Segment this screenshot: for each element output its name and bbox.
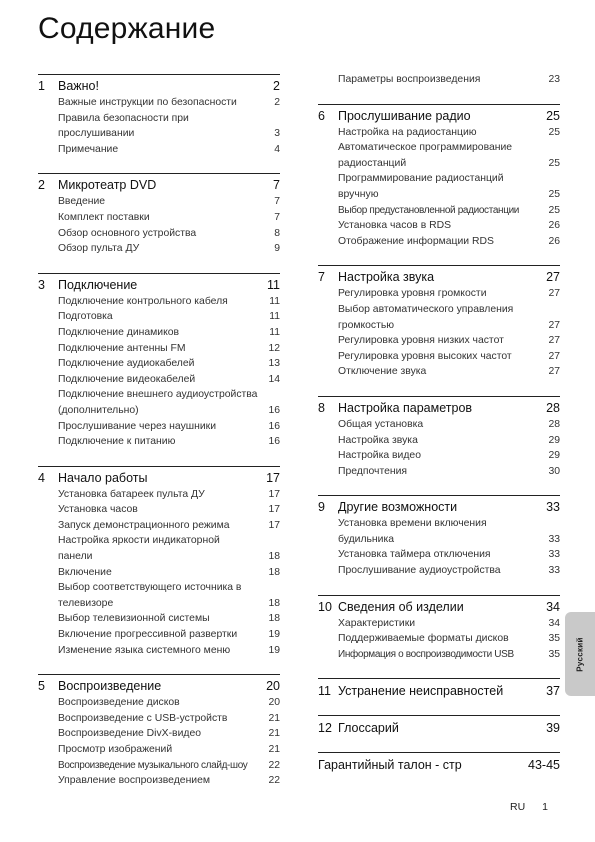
toc-item[interactable] (338, 318, 560, 334)
section-heading[interactable] (38, 177, 280, 193)
toc-item-label: Подключение видеокабелей (58, 373, 196, 385)
toc-item[interactable] (338, 140, 560, 156)
toc-item-page: 17 (268, 488, 280, 500)
toc-item[interactable] (338, 547, 560, 563)
toc-continuation (318, 72, 560, 88)
toc-item[interactable] (58, 403, 280, 419)
section-title: Начало работы (58, 470, 148, 485)
toc-item[interactable] (338, 647, 560, 663)
section-number: 1 (38, 79, 45, 93)
toc-item[interactable] (58, 434, 280, 450)
footer-page-number: 1 (542, 801, 548, 813)
toc-section-11 (318, 678, 560, 699)
toc-item[interactable] (338, 563, 560, 579)
toc-item[interactable] (338, 218, 560, 234)
toc-item[interactable] (338, 72, 560, 88)
section-number: 4 (38, 470, 45, 485)
toc-item-page: 30 (548, 465, 560, 477)
toc-item-page: 16 (268, 436, 280, 448)
toc-item[interactable] (58, 518, 280, 534)
toc-item[interactable] (338, 433, 560, 449)
toc-item-label: Программирование радиостанций (338, 173, 504, 185)
section-heading[interactable] (318, 683, 560, 699)
toc-item-page: 8 (274, 227, 280, 239)
section-page: 7 (273, 178, 280, 193)
toc-item[interactable] (58, 773, 280, 789)
warranty-title: Гарантийный талон - стр (318, 758, 462, 773)
toc-item-label: Регулировка уровня громкости (338, 288, 487, 300)
toc-item-page: 29 (548, 450, 560, 462)
toc-item-label: Регулировка уровня высоких частот (338, 350, 512, 362)
toc-item-page: 20 (268, 697, 280, 709)
section-title: Глоссарий (338, 721, 399, 736)
toc-item[interactable] (58, 758, 280, 774)
toc-section-10 (318, 595, 560, 663)
toc-item-label: Подключение аудиокабелей (58, 358, 195, 370)
toc-item-page: 18 (268, 551, 280, 563)
toc-warranty (318, 752, 560, 773)
toc-item-label: Просмотр изображений (58, 744, 173, 755)
toc-item-page: 17 (268, 504, 280, 516)
toc-item[interactable] (58, 142, 280, 158)
footer-language: RU (510, 801, 526, 813)
toc-item-label: Введение (58, 196, 106, 208)
toc-item-page: 11 (269, 311, 280, 323)
section-title: Устранение неисправностей (338, 684, 504, 699)
toc-item-page: 33 (548, 533, 560, 545)
toc-item-label: Подключение внешнего аудиоустройства (58, 389, 258, 401)
section-heading[interactable] (318, 269, 560, 285)
section-number: 7 (318, 270, 325, 285)
toc-item-page: 25 (548, 204, 560, 216)
toc-item-label: Воспроизведение дисков (58, 697, 180, 709)
toc-item-label: Подключение контрольного кабеля (58, 295, 228, 307)
warranty-page: 43-45 (528, 758, 560, 773)
toc-item-page: 13 (268, 358, 280, 370)
toc-item[interactable] (338, 156, 560, 172)
toc-item-page: 34 (548, 617, 560, 629)
toc-item[interactable] (58, 294, 280, 310)
toc-item[interactable] (58, 487, 280, 503)
toc-item[interactable] (58, 356, 280, 372)
toc-item-label: Настройка на радиостанцию (338, 126, 477, 138)
toc-item[interactable] (338, 631, 560, 647)
section-title: Подключение (58, 277, 138, 292)
toc-item[interactable] (58, 726, 280, 742)
toc-item-label: громкостью (338, 319, 395, 331)
toc-item-label: Запуск демонстрационного режима (58, 519, 230, 531)
toc-item[interactable] (338, 616, 560, 632)
toc-item-label: Выбор предустановленной радиостанции (338, 204, 520, 216)
section-number: 10 (318, 599, 332, 614)
section-page: 33 (546, 500, 560, 515)
toc-item-page: 9 (274, 243, 280, 255)
toc-item-page: 22 (268, 775, 280, 787)
section-page: 37 (546, 684, 560, 699)
toc-item[interactable] (58, 387, 280, 403)
toc-item-label: Воспроизведение DivX-видео (58, 728, 202, 740)
section-page: 27 (546, 270, 560, 285)
toc-item-page: 33 (548, 565, 560, 577)
toc-item-label: Комплект поставки (58, 211, 150, 223)
section-number: 3 (38, 277, 45, 292)
toc-item-label: Отключение звука (338, 366, 427, 378)
section-title: Другие возможности (338, 500, 458, 515)
toc-item-label: Воспроизведение с USB-устройств (58, 712, 228, 724)
toc-item[interactable] (58, 580, 280, 596)
toc-item-page: 21 (268, 744, 280, 755)
toc-item[interactable] (58, 95, 280, 111)
toc-item-page: 19 (268, 629, 280, 641)
page-footer (510, 801, 548, 813)
toc-item-page: 16 (268, 404, 280, 416)
section-heading[interactable] (318, 400, 560, 416)
toc-item[interactable] (58, 126, 280, 142)
section-number: 8 (318, 400, 325, 415)
toc-item-page: 11 (269, 326, 280, 338)
toc-item-label: Управление воспроизведением (58, 775, 211, 787)
toc-section-1 (38, 74, 280, 157)
toc-item-label: Подключение антенны FM (58, 342, 186, 354)
toc-item-page: 22 (268, 759, 280, 771)
toc-item-label: Общая установка (338, 418, 424, 430)
section-number: 5 (38, 679, 45, 694)
section-page: 39 (546, 721, 560, 736)
toc-item-label: Прослушивание через наушники (58, 420, 217, 432)
language-tab-label: Русский (575, 636, 585, 672)
language-side-tab (565, 612, 595, 696)
toc-item[interactable] (58, 325, 280, 341)
section-number: 2 (38, 178, 45, 193)
toc-item[interactable] (58, 419, 280, 435)
toc-item[interactable] (58, 309, 280, 325)
section-number: 6 (318, 108, 325, 123)
toc-item-page: 17 (268, 519, 280, 531)
toc-item[interactable] (58, 643, 280, 659)
toc-item-label: Настройка видео (338, 450, 421, 462)
toc-section-2 (38, 173, 280, 256)
section-heading[interactable] (38, 470, 280, 486)
toc-item-label: Обзор основного устройства (58, 227, 197, 239)
toc-item-label: (дополнительно) (58, 404, 139, 416)
toc-item[interactable] (338, 125, 560, 141)
toc-item-page: 4 (274, 143, 280, 155)
toc-section-7 (318, 265, 560, 380)
toc-item-label: Информация о воспроизводимости USB (338, 648, 514, 660)
toc-section-3 (38, 273, 280, 450)
toc-item-page: 25 (548, 126, 560, 138)
toc-item[interactable] (58, 742, 280, 758)
toc-item-label: Характеристики (338, 617, 416, 629)
section-title: Настройка параметров (338, 400, 473, 415)
toc-item[interactable] (338, 302, 560, 318)
toc-item-label: Настройка звука (338, 434, 418, 446)
section-number: 11 (318, 684, 331, 699)
section-heading[interactable] (38, 277, 280, 293)
toc-item-label: телевизоре (58, 597, 114, 609)
toc-item[interactable] (338, 187, 560, 203)
toc-item-page: 18 (268, 597, 280, 609)
toc-item[interactable] (58, 549, 280, 565)
section-heading[interactable] (318, 499, 560, 515)
toc-item[interactable] (338, 333, 560, 349)
toc-section-5 (38, 674, 280, 789)
toc-item-page: 7 (274, 211, 280, 223)
toc-item-label: Предпочтения (338, 465, 408, 477)
toc-item[interactable] (58, 341, 280, 357)
section-heading[interactable] (38, 78, 280, 94)
toc-section-9 (318, 495, 560, 578)
toc-item[interactable] (338, 364, 560, 380)
toc-item-label: Воспроизведение музыкального слайд-шоу (58, 759, 248, 771)
section-page: 20 (266, 679, 280, 694)
toc-item-page: 27 (548, 335, 560, 347)
section-heading[interactable] (38, 678, 280, 694)
section-title: Важно! (58, 79, 99, 93)
toc-item-page: 2 (274, 97, 280, 108)
toc-item-page: 25 (548, 157, 560, 169)
toc-item-page: 35 (548, 648, 560, 660)
toc-item[interactable] (338, 516, 560, 532)
toc-item-label: вручную (338, 188, 379, 200)
section-heading[interactable] (318, 108, 560, 124)
toc-item-page: 28 (548, 418, 560, 430)
toc-item-label: Установка таймера отключения (338, 549, 491, 561)
toc-item[interactable] (338, 203, 560, 219)
section-page: 2 (273, 79, 280, 93)
section-page: 28 (546, 400, 560, 415)
toc-item-label: Выбор телевизионной системы (58, 613, 210, 625)
section-title: Сведения об изделии (338, 599, 464, 614)
section-heading[interactable] (318, 599, 560, 615)
section-heading[interactable] (318, 720, 560, 736)
toc-item-page: 3 (274, 128, 280, 140)
toc-item-label: Параметры воспроизведения (338, 74, 481, 85)
toc-item[interactable] (58, 533, 280, 549)
toc-item[interactable] (58, 565, 280, 581)
toc-item-page: 35 (548, 633, 560, 645)
toc-section-12 (318, 715, 560, 736)
toc-item[interactable] (58, 596, 280, 612)
toc-item[interactable] (58, 502, 280, 518)
toc-item[interactable] (338, 532, 560, 548)
section-page: 25 (546, 108, 560, 123)
section-title: Настройка звука (338, 270, 435, 285)
toc-item-label: Важные инструкции по безопасности (58, 97, 237, 108)
toc-item-page: 27 (548, 350, 560, 362)
toc-item-label: Подготовка (58, 311, 113, 323)
toc-item[interactable] (338, 286, 560, 302)
toc-item[interactable] (338, 234, 560, 250)
toc-item-page: 12 (268, 342, 280, 354)
toc-item-page: 33 (548, 549, 560, 561)
toc-item[interactable] (58, 226, 280, 242)
toc-item-label: Выбор соответствующего источника в (58, 582, 242, 594)
toc-item-page: 11 (269, 295, 280, 307)
toc-item-label: Обзор пульта ДУ (58, 243, 140, 255)
section-page: 11 (267, 277, 280, 292)
section-number: 9 (318, 500, 325, 515)
toc-item-label: Регулировка уровня низких частот (338, 335, 504, 347)
toc-item[interactable] (58, 241, 280, 257)
section-number: 12 (318, 721, 332, 736)
toc-right-column (318, 72, 560, 789)
toc-item-page: 7 (274, 196, 280, 208)
toc-item-label: Включение прогрессивной развертки (58, 629, 238, 641)
toc-item-label: Подключение к питанию (58, 436, 176, 448)
section-title: Воспроизведение (58, 679, 162, 694)
toc-section-4 (38, 466, 280, 659)
toc-item-label: прослушивании (58, 128, 135, 140)
toc-item-label: Установка часов (58, 504, 138, 516)
toc-item-page: 18 (268, 566, 280, 578)
toc-item-page: 16 (268, 420, 280, 432)
toc-item-page: 19 (268, 644, 280, 656)
toc-item-page: 27 (548, 288, 560, 300)
toc-item-label: Установка времени включения (338, 518, 487, 530)
toc-item[interactable] (58, 372, 280, 388)
toc-item-label: радиостанций (338, 157, 407, 169)
toc-item-label: Примечание (58, 143, 119, 155)
toc-item-label: Изменение языка системного меню (58, 644, 231, 656)
page-title: Содержание (38, 12, 216, 45)
toc-item[interactable] (58, 627, 280, 643)
toc-item-page: 23 (548, 74, 560, 85)
toc-item[interactable] (58, 194, 280, 210)
toc-item-label: Прослушивание аудиоустройства (338, 565, 501, 577)
toc-item[interactable] (338, 448, 560, 464)
toc-item-label: Установка батареек пульта ДУ (58, 488, 205, 500)
toc-item-label: панели (58, 551, 93, 563)
toc-item-label: Поддерживаемые форматы дисков (338, 633, 509, 645)
toc-item[interactable] (58, 711, 280, 727)
section-title: Прослушивание радио (338, 108, 471, 123)
toc-item-page: 14 (268, 373, 280, 385)
warranty-heading[interactable] (318, 757, 560, 773)
toc-item[interactable] (58, 210, 280, 226)
toc-item-page: 21 (268, 712, 280, 724)
toc-item-page: 26 (548, 235, 560, 247)
toc-item-label: Установка часов в RDS (338, 220, 452, 232)
toc-item[interactable] (338, 349, 560, 365)
toc-item[interactable] (58, 611, 280, 627)
toc-item-page: 29 (548, 434, 560, 446)
toc-item-page: 18 (268, 613, 280, 625)
toc-item[interactable] (58, 695, 280, 711)
toc-item-label: Автоматическое программирование (338, 142, 513, 154)
section-page: 34 (546, 599, 560, 614)
section-page: 17 (266, 470, 280, 485)
toc-item-page: 27 (548, 319, 560, 331)
toc-left-column (38, 74, 280, 805)
toc-item-label: Отображение информации RDS (338, 235, 494, 247)
toc-item[interactable] (338, 417, 560, 433)
toc-item-page: 21 (268, 728, 280, 740)
toc-item-label: Включение (58, 566, 112, 578)
toc-item[interactable] (58, 111, 280, 127)
toc-item-page: 25 (548, 188, 560, 200)
toc-item-page: 27 (548, 366, 560, 378)
toc-item-label: будильника (338, 533, 395, 545)
toc-section-8 (318, 396, 560, 479)
toc-section-6 (318, 104, 560, 250)
toc-item[interactable] (338, 171, 560, 187)
toc-item-label: Правила безопасности при (58, 112, 189, 124)
toc-item-page: 26 (548, 220, 560, 232)
toc-item-label: Выбор автоматического управления (338, 303, 514, 315)
section-title: Микротеатр DVD (58, 178, 157, 193)
toc-item[interactable] (338, 464, 560, 480)
toc-item-label: Подключение динамиков (58, 326, 180, 338)
toc-item-label: Настройка яркости индикаторной (58, 535, 220, 547)
